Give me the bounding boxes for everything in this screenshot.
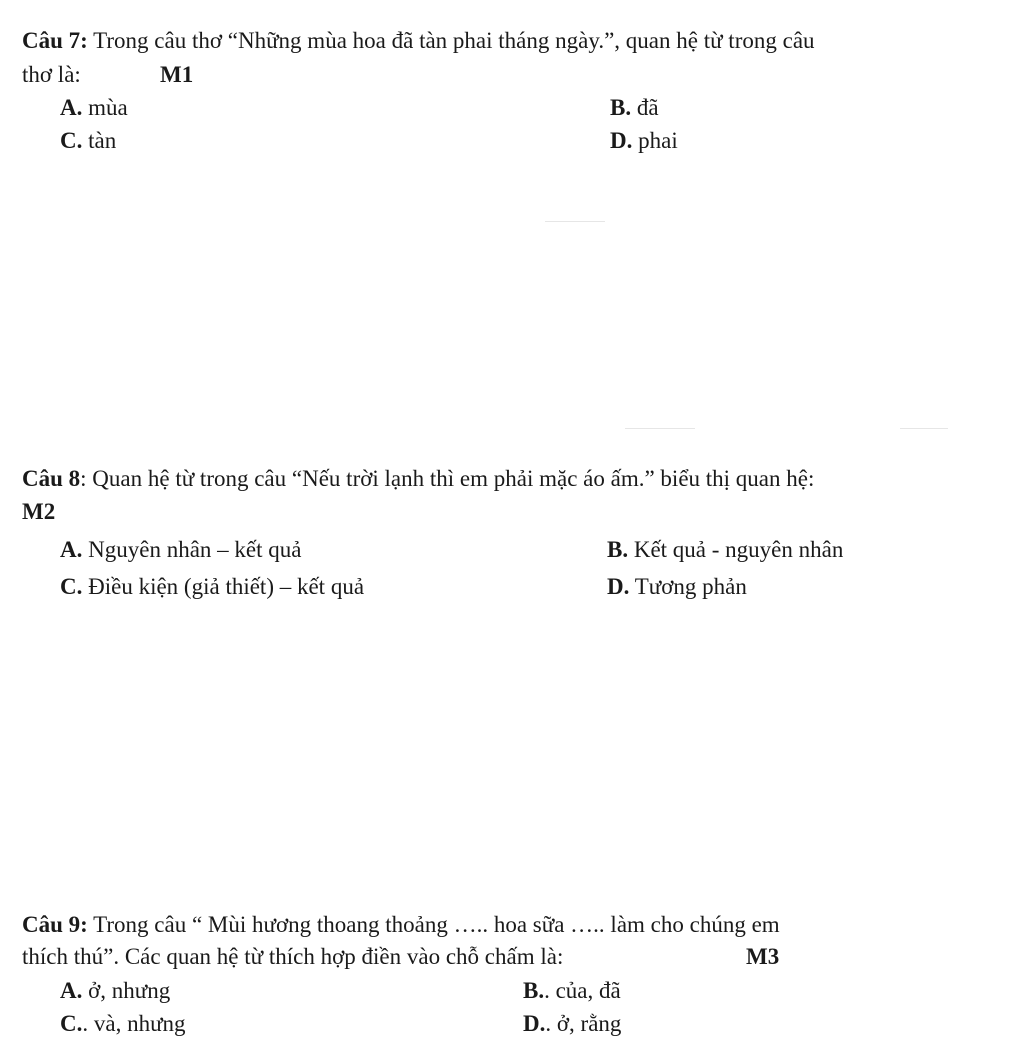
question-8-level: M2 [22,499,56,524]
option-text: đã [631,95,659,120]
scan-line [900,428,948,429]
question-7-option-a [60,96,128,119]
option-letter: A. [60,537,83,562]
option-text: tàn [82,128,117,153]
option-letter: A. [60,95,83,120]
option-text: . và, nhưng [82,1011,186,1036]
option-text: Nguyên nhân – kết quả [82,537,302,562]
question-9-option-c [60,1012,186,1035]
option-letter: B. [610,95,632,120]
question-7-option-c [60,129,116,152]
scan-line [625,428,695,429]
option-letter: D. [610,128,633,153]
scan-line [545,221,605,222]
option-letter: A. [60,978,83,1003]
question-7-label: Câu 7: [22,28,88,53]
question-8-text-1: : Quan hệ từ trong câu “Nếu trời lạnh thì em phải mặc áo ấm.” biểu thị quan hệ: [80,466,815,491]
question-9-level: M3 [746,944,780,969]
option-letter: B. [607,537,629,562]
question-8-label: Câu 8 [22,466,81,491]
question-9-option-a [60,979,170,1002]
question-8-option-d [607,575,747,598]
option-text: . ở, rằng [545,1011,622,1036]
question-8-option-c [60,575,364,598]
option-text: ở, nhưng [82,978,171,1003]
question-8-option-a [60,538,301,561]
option-text: Điều kiện (giả thiết) – kết quả [82,574,365,599]
question-7-line-2 [22,63,81,86]
option-text: Tương phản [629,574,747,599]
question-9-option-b [523,979,621,1002]
question-7-option-b [610,96,659,119]
option-text: mùa [82,95,128,120]
question-7-text-2: thơ là: [22,62,81,87]
option-text: . của, đã [544,978,621,1003]
question-7-option-d [610,129,678,152]
question-9-label: Câu 9: [22,912,88,937]
option-letter: B. [523,978,545,1003]
question-9-line-1 [22,913,780,936]
question-7-line-1 [22,29,815,52]
option-letter: D. [523,1011,546,1036]
question-9-option-d [523,1012,621,1035]
option-letter: C. [60,574,83,599]
question-7-text-1: Trong câu thơ “Những mùa hoa đã tàn phai tháng ngày.”, quan hệ từ trong câu [87,28,815,53]
question-8-line-1 [22,467,814,490]
option-text: phai [632,128,678,153]
question-7-level: M1 [160,62,194,87]
option-text: Kết quả - nguyên nhân [628,537,844,562]
question-9-text-1: Trong câu “ Mùi hương thoang thoảng ….. hoa sữa ….. làm cho chúng em [87,912,780,937]
question-9-text-2: thích thú”. Các quan hệ từ thích hợp điền vào chỗ chấm là: [22,944,564,969]
option-letter: D. [607,574,630,599]
option-letter: C. [60,128,83,153]
question-8-option-b [607,538,843,561]
option-letter: C. [60,1011,83,1036]
question-9-line-2 [22,945,563,968]
